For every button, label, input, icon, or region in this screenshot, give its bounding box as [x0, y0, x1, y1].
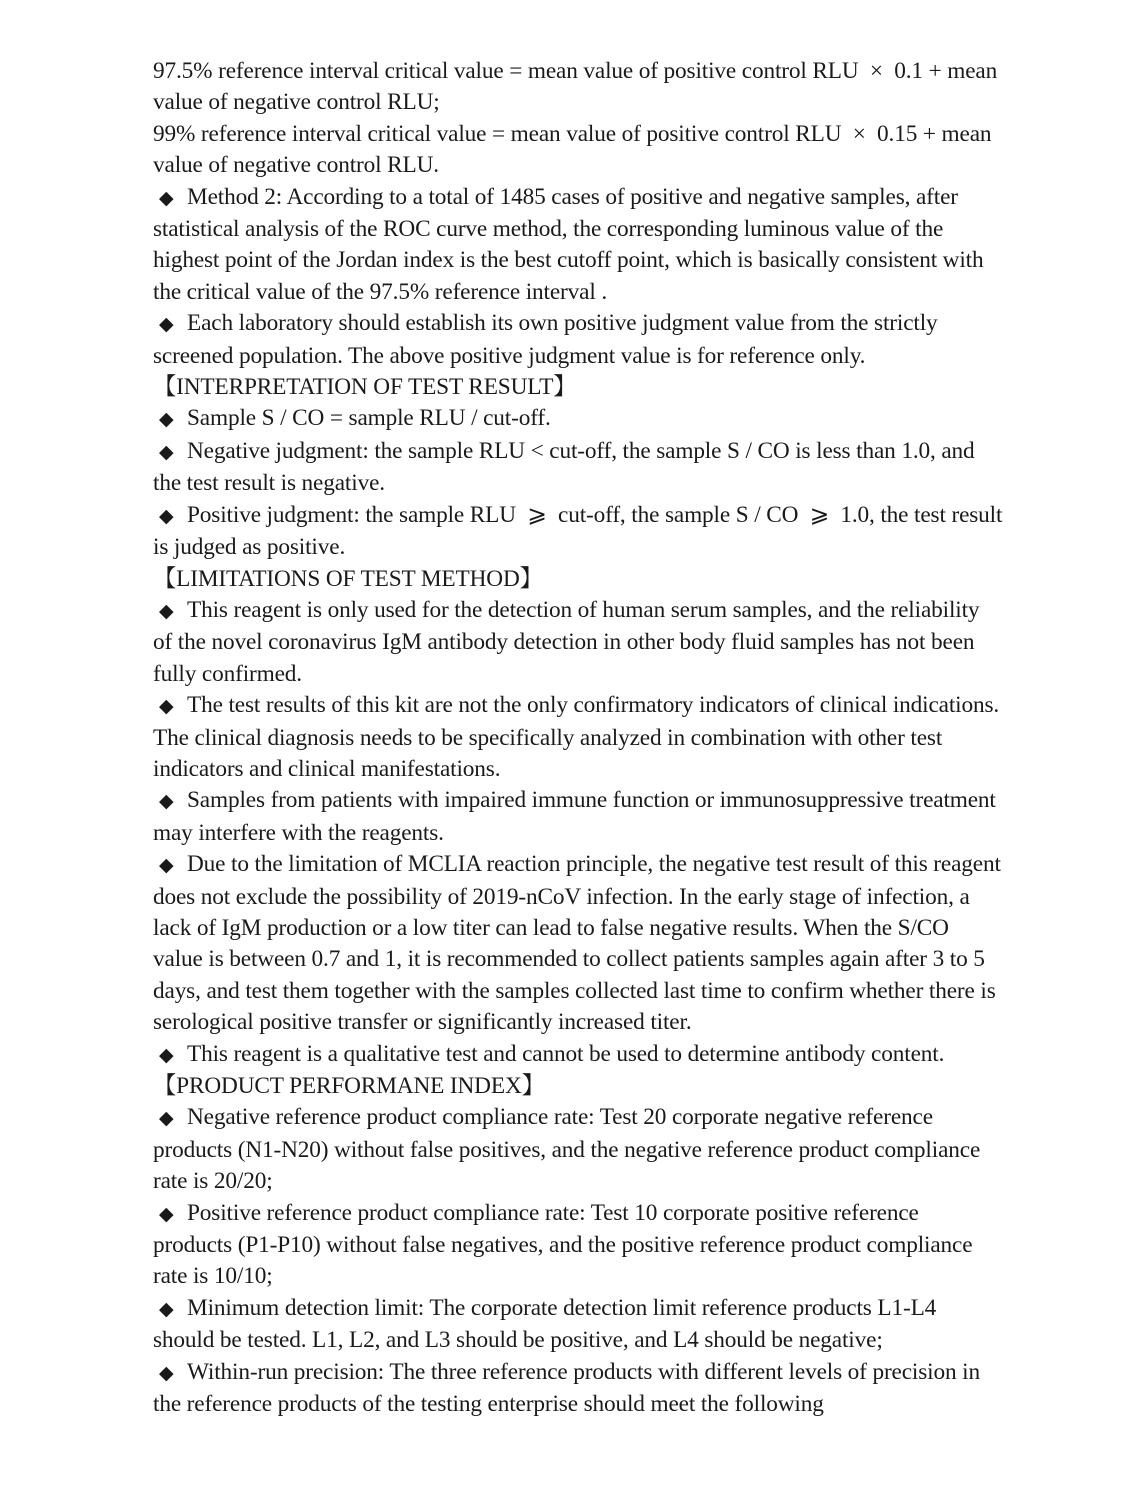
bullet-item — [153, 308, 1003, 372]
bullet-text: Method 2: According to a total of 1485 cases of positive and negative samples, after statistical analysis of the ROC curve method, the corresponding luminous value of the highest point of the Jordan index is the best cutoff point, which is basically consistent with the critical value of the 97.5% reference interval . — [153, 183, 984, 305]
bullet-text: Negative reference product compliance rate: Test 20 corporate negative reference products (N1-N20) without false positives, and the negative reference product compliance rate is 20/20; — [153, 1104, 981, 1195]
bullet-item — [153, 1198, 1003, 1293]
bullet-item — [153, 849, 1003, 1038]
bullet-item — [153, 182, 1003, 309]
diamond-bullet-icon: ◆ — [159, 1361, 174, 1384]
bullet-text: This reagent is a qualitative test and cannot be used to determine antibody content. — [187, 1040, 945, 1067]
bullet-text: Within-run precision: The three reference products with different levels of precision in the reference products of the testing enterprise should meet the following — [153, 1358, 980, 1418]
diamond-bullet-icon: ◆ — [159, 790, 174, 813]
bullet-item — [153, 1102, 1003, 1197]
intro-line-99: 99% reference interval critical value = mean value of positive control RLU × 0.15 + mean value of negative control RLU. — [153, 120, 992, 179]
bullet-item — [153, 1357, 1003, 1421]
bullet-text: Negative judgment: the sample RLU < cut-off, the sample S / CO is less than 1.0, and the test result is negative. — [153, 437, 975, 497]
bullet-text: Sample S / CO = sample RLU / cut-off. — [187, 405, 551, 432]
bullet-item — [153, 1293, 1003, 1357]
bullet-item — [153, 403, 1003, 435]
bullet-text: Samples from patients with impaired immune function or immunosuppressive treatment may interfere with the reagents. — [153, 787, 996, 846]
section-heading-performance: 【PRODUCT PERFORMANE INDEX】 — [153, 1073, 545, 1099]
bullet-item — [153, 500, 1003, 564]
bullet-item — [153, 1039, 1003, 1071]
bullet-text: Each laboratory should establish its own positive judgment value from the strictly screened population. The above positive judgment value is for reference only. — [153, 310, 938, 369]
diamond-bullet-icon: ◆ — [159, 504, 174, 527]
bullet-item — [153, 595, 1003, 690]
diamond-bullet-icon: ◆ — [159, 695, 174, 718]
diamond-bullet-icon: ◆ — [159, 1297, 174, 1320]
diamond-bullet-icon: ◆ — [159, 1107, 174, 1130]
diamond-bullet-icon: ◆ — [159, 313, 174, 336]
bullet-text: Minimum detection limit: The corporate detection limit reference products L1-L4 should be tested. L1, L2, and L3 should be positive, and L4 should be negative; — [153, 1294, 937, 1354]
bullet-text: Due to the limitation of MCLIA reaction principle, the negative test result of this reagent does not exclude the possibility of 2019-nCoV infection. In the early stage of infection, a lack of IgM production or a low titer can lead to false negative results. When the S/CO value is between 0.7 and 1, it is recommended to collect patients samples again after 3 to 5 days, and test them together with the samples collected last time to confirm whether there is serological positive transfer or significantly increased titer. — [153, 851, 1001, 1036]
bullet-item — [153, 690, 1003, 785]
diamond-bullet-icon: ◆ — [159, 1202, 174, 1225]
section-heading-limitations: 【LIMITATIONS OF TEST METHOD】 — [153, 565, 543, 592]
document-page — [153, 56, 1003, 1420]
section-heading-interpretation: 【INTERPRETATION OF TEST RESULT】 — [153, 374, 577, 401]
diamond-bullet-icon: ◆ — [159, 186, 174, 209]
diamond-bullet-icon: ◆ — [159, 1043, 174, 1066]
bullet-text: Positive reference product compliance rate: Test 10 corporate positive reference products (P1-P10) without false negatives, and the positive reference product compliance rate is 10/10; — [153, 1199, 973, 1290]
diamond-bullet-icon: ◆ — [159, 599, 174, 622]
diamond-bullet-icon: ◆ — [159, 854, 174, 877]
bullet-text: The test results of this kit are not the only confirmatory indicators of clinical indications. The clinical diagnosis needs to be specifically analyzed in combination with other test indicators and clinical manifestations. — [153, 692, 1000, 782]
intro-line-97-5: 97.5% reference interval critical value = mean value of positive control RLU × 0.1 + mean value of negative control RLU; — [153, 58, 998, 116]
bullet-item — [153, 785, 1003, 849]
diamond-bullet-icon: ◆ — [159, 408, 174, 431]
bullet-item — [153, 436, 1003, 500]
bullet-text: This reagent is only used for the detection of human serum samples, and the reliability of the novel coronavirus IgM antibody detection in other body fluid samples has not been fully confirmed. — [153, 596, 980, 687]
diamond-bullet-icon: ◆ — [159, 440, 174, 463]
bullet-text: Positive judgment: the sample RLU ⩾ cut-off, the sample S / CO ⩾ 1.0, the test result is judged as positive. — [153, 501, 1003, 561]
